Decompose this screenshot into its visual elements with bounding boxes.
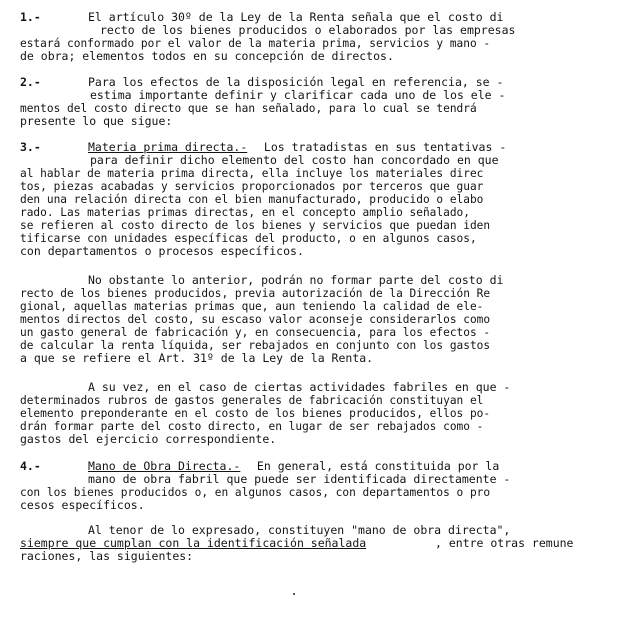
text-line: para definir dicho elemento del costo han concordado en que xyxy=(90,153,499,167)
text-line: No obstante lo anterior, podrán no formar parte del costo di xyxy=(88,273,504,287)
text-line: estará conformado por el valor de la materia prima, servicios y mano - xyxy=(20,36,491,50)
text-line: mentos del costo directo que se han señalado, para lo cual se tendrá xyxy=(20,101,477,115)
text-line: mentos directos del costo, su escaso valor aconseje considerarlos como xyxy=(20,312,491,326)
text-line: con departamentos o procesos específicos. xyxy=(20,244,304,258)
text-line: , entre otras remune xyxy=(435,536,574,550)
text-line: recto de los bienes producidos o elaborados por las empresas xyxy=(100,23,516,37)
text-line: cesos específicos. xyxy=(20,498,145,512)
text-line: den una relación directa con el bien manufacturado, producido o elabo xyxy=(20,192,484,206)
text-line: recto de los bienes producidos, previa autorización de la Dirección Re xyxy=(20,286,491,300)
text-line: rado. Las materias primas directas, en el concepto amplio señalado, xyxy=(20,205,470,219)
text-line: Para los efectos de la disposición legal en referencia, se - xyxy=(88,75,504,89)
paragraph-number: 1.- xyxy=(20,10,41,24)
paragraph-number: 2.- xyxy=(20,75,41,89)
text-line: gastos del ejercicio correspondiente. xyxy=(20,432,277,446)
text-line: drán formar parte del costo directo, en lugar de ser rebajados como - xyxy=(20,419,484,433)
text-line: elemento preponderante en el costo de los bienes producidos, ellos po- xyxy=(20,406,491,420)
text-line: estima importante definir y clarificar cada uno de los ele - xyxy=(90,88,506,102)
text-line: tos, piezas acabadas y servicios proporcionados por terceros que guar xyxy=(20,179,484,193)
text-line: al hablar de materia prima directa, ella incluye los materiales direc xyxy=(20,166,484,180)
text-line: de calcular la renta líquida, ser rebajados en conjunto con los gastos xyxy=(20,338,491,352)
text-line: A su vez, en el caso de ciertas actividades fabriles en que - xyxy=(88,380,511,394)
text-line: determinados rubros de gastos generales de fabricación constituyan el xyxy=(20,393,484,407)
section-heading: Mano de Obra Directa.- xyxy=(88,459,241,473)
text-line: con los bienes producidos o, en algunos casos, con departamentos o pro xyxy=(20,485,491,499)
underlined-phrase: siempre que cumplan con la identificación señalada xyxy=(20,536,367,550)
text-line: un gasto general de fabricación y, en consecuencia, para los efectos - xyxy=(20,325,491,339)
text-line: presente lo que sigue: xyxy=(20,114,173,128)
text-line: Los tratadistas en sus tentativas - xyxy=(257,140,507,154)
text-line: En general, está constituida por la xyxy=(250,459,500,473)
text-line: El artículo 30º de la Ley de la Renta señala que el costo di xyxy=(88,10,504,24)
paragraph-number: 4.- xyxy=(20,459,41,473)
stray-mark xyxy=(293,593,295,595)
text-line: Al tenor de lo expresado, constituyen "mano de obra directa", xyxy=(88,523,511,537)
text-line: se refieren al costo directo de los bienes y servicios que puedan iden xyxy=(20,218,491,232)
text-line: mano de obra fabril que puede ser identificada directamente - xyxy=(88,472,511,486)
text-line: de obra; elementos todos en su concepción de directos. xyxy=(20,49,394,63)
text-line: a que se refiere el Art. 31º de la Ley de la Renta. xyxy=(20,351,374,365)
text-line: gional, aquellas materias primas que, aun teniendo la calidad de ele- xyxy=(20,299,484,313)
text-line: tificarse con unidades específicas del producto, o en algunos casos, xyxy=(20,231,477,245)
paragraph-number: 3.- xyxy=(20,140,41,154)
section-heading: Materia prima directa.- xyxy=(88,140,248,154)
text-line: raciones, las siguientes: xyxy=(20,549,194,563)
